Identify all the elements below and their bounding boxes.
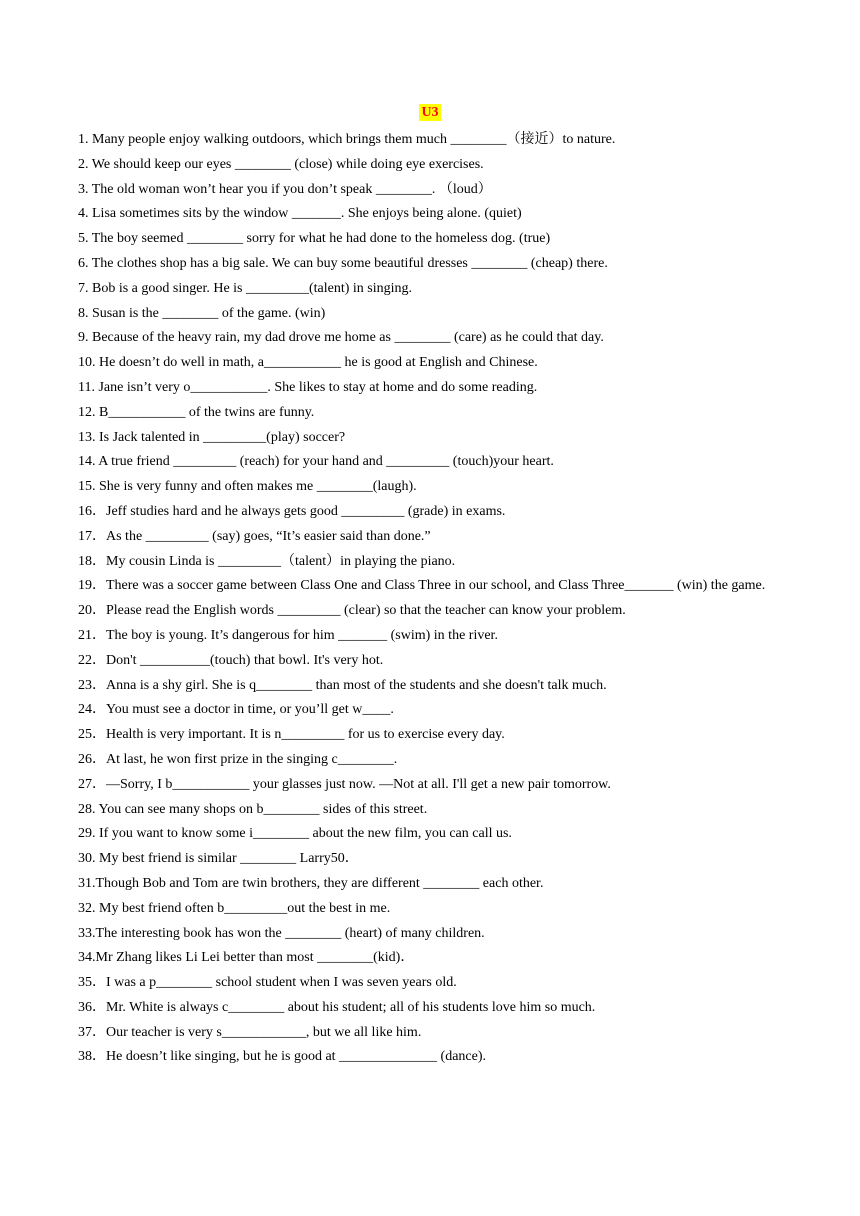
question-12: 12. B___________ of the twins are funny.: [78, 404, 315, 420]
question-31: 31.Though Bob and Tom are twin brothers, they are different ________ each other.: [78, 875, 544, 891]
question-list: [78, 128, 788, 1070]
question-6: 6. The clothes shop has a big sale. We can buy some beautiful dresses ________ (cheap) there.: [78, 255, 608, 271]
question-29: 29. If you want to know some i________ about the new film, you can call us.: [78, 826, 512, 842]
question-18: 18．My cousin Linda is _________（talent）in playing the piano.: [78, 553, 456, 569]
question-27: 27．—Sorry, I b___________ your glasses just now. —Not at all. I'll get a new pair tomorrow.: [78, 776, 611, 792]
question-37: 37．Our teacher is very s____________, but we all like him.: [78, 1024, 422, 1040]
question-20: 20．Please read the English words _________ (clear) so that the teacher can know your problem.: [78, 603, 626, 619]
question-4: 4. Lisa sometimes sits by the window _______. She enjoys being alone. (quiet): [78, 206, 522, 222]
question-19: 19．There was a soccer game between Class One and Class Three in our school, and Class Three_______ (win) the game.: [78, 578, 766, 594]
question-33: 33.The interesting book has won the ________ (heart) of many children.: [78, 925, 485, 941]
question-10: 10. He doesn’t do well in math, a___________ he is good at English and Chinese.: [78, 355, 538, 371]
question-15: 15. She is very funny and often makes me ________(laugh).: [78, 479, 417, 495]
question-14: 14. A true friend _________ (reach) for your hand and _________ (touch)your heart.: [78, 454, 554, 470]
question-1: 1. Many people enjoy walking outdoors, which brings them much ________（接近）to nature.: [78, 132, 616, 147]
question-21: 21．The boy is young. It’s dangerous for him _______ (swim) in the river.: [78, 627, 498, 643]
question-35: 35．I was a p________ school student when I was seven years old.: [78, 975, 457, 991]
question-30: 30. My best friend is similar ________ Larry50．: [78, 851, 359, 867]
title-area: [0, 103, 860, 121]
question-23: 23．Anna is a shy girl. She is q________ than most of the students and she doesn't talk much.: [78, 677, 607, 693]
question-26: 26．At last, he won first prize in the singing c________.: [78, 751, 398, 767]
question-8: 8. Susan is the ________ of the game. (win): [78, 305, 326, 321]
unit-title: U3: [421, 105, 439, 120]
question-3: 3. The old woman won’t hear you if you don’t speak ________. （loud）: [78, 181, 492, 197]
question-32: 32. My best friend often b_________out the best in me.: [78, 900, 391, 916]
question-17: 17．As the _________ (say) goes, “It’s easier said than done.”: [78, 528, 431, 544]
question-25: 25．Health is very important. It is n_________ for us to exercise every day.: [78, 727, 505, 743]
question-5: 5. The boy seemed ________ sorry for what he had done to the homeless dog. (true): [78, 231, 551, 247]
question-24: 24．You must see a doctor in time, or you’ll get w____.: [78, 702, 394, 718]
question-34: 34.Mr Zhang likes Li Lei better than most ________(kid)．: [78, 950, 415, 966]
question-7: 7. Bob is a good singer. He is _________(talent) in singing.: [78, 280, 413, 296]
question-38: 38．He doesn’t like singing, but he is good at ______________ (dance).: [78, 1049, 487, 1065]
question-16: 16．Jeff studies hard and he always gets good _________ (grade) in exams.: [78, 503, 506, 519]
question-22: 22．Don't __________(touch) that bowl. It's very hot.: [78, 652, 384, 668]
question-9: 9. Because of the heavy rain, my dad drove me home as ________ (care) as he could that day.: [78, 330, 604, 346]
question-36: 36．Mr. White is always c________ about his student; all of his students love him so much.: [78, 999, 596, 1015]
question-13: 13. Is Jack talented in _________(play) soccer?: [78, 429, 346, 445]
question-2: 2. We should keep our eyes ________ (close) while doing eye exercises.: [78, 156, 484, 172]
question-28: 28. You can see many shops on b________ sides of this street.: [78, 801, 428, 817]
question-11: 11. Jane isn’t very o___________. She likes to stay at home and do some reading.: [78, 379, 538, 395]
